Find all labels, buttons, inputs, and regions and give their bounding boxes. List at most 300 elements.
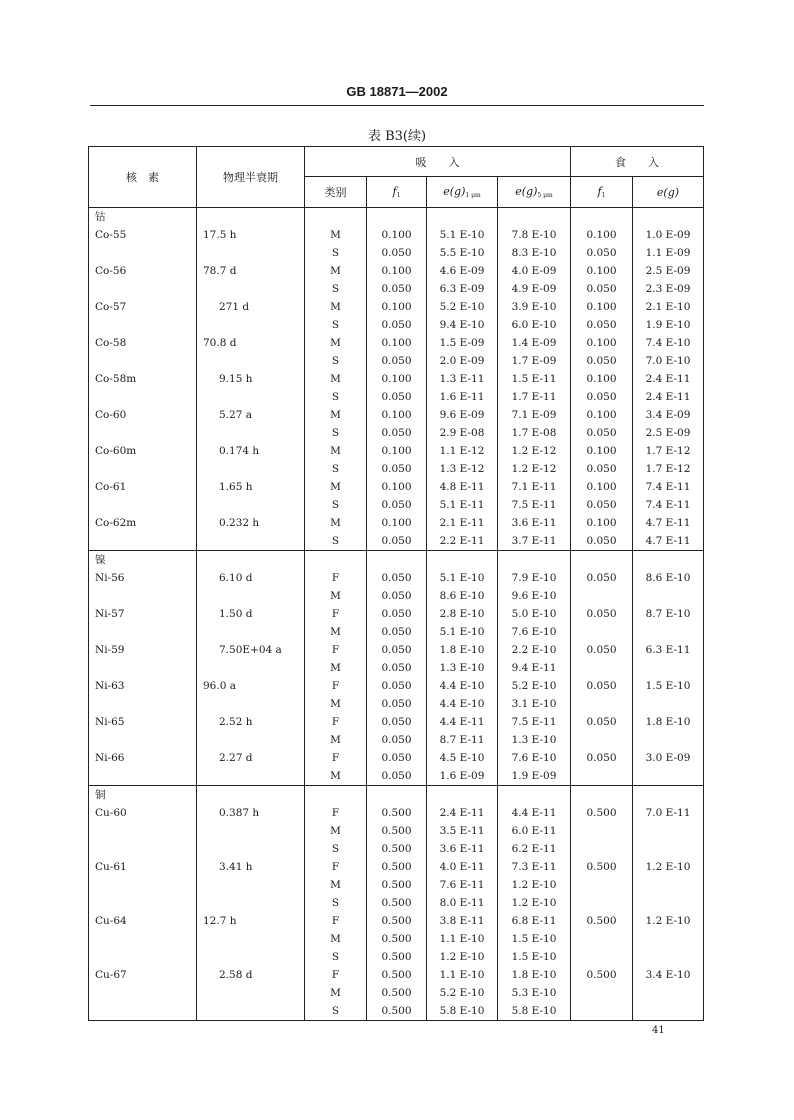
half-life: 2.52 h [197,713,305,731]
eg-5um-value: 7.5 E-11 [498,713,571,731]
ingestion-eg-value: 1.7 E-12 [633,460,704,478]
inhalation-f1: 0.050 [367,316,427,334]
empty-cell [427,208,498,227]
inhalation-f1: 0.050 [367,587,427,605]
empty-cell [89,1002,197,1021]
absorption-type: S [305,840,367,858]
empty-cell [89,731,197,749]
eg-1um-value: 2.8 E-10 [427,605,498,623]
eg-1um-value: 5.1 E-10 [427,623,498,641]
table-row [89,840,704,858]
table-row [89,424,704,442]
ingestion-eg-value: 2.4 E-11 [633,370,704,388]
table-row [89,388,704,406]
table-row [89,677,704,695]
table-row [89,822,704,840]
eg-5um-value: 6.2 E-11 [498,840,571,858]
eg-1um-value: 1.6 E-09 [427,767,498,786]
inhalation-f1: 0.500 [367,912,427,930]
empty-cell [89,876,197,894]
ingestion-f1 [571,840,633,858]
eg-5um-value: 1.8 E-10 [498,966,571,984]
ingestion-f1: 0.500 [571,804,633,822]
table-row [89,1002,704,1021]
table-row [89,587,704,605]
empty-cell [197,876,305,894]
inhalation-f1: 0.050 [367,749,427,767]
eg-5um-value: 1.7 E-08 [498,424,571,442]
ingestion-eg-value: 8.7 E-10 [633,605,704,623]
header-ingestion: 食 入 [571,147,704,177]
nuclide-name: Co-55 [89,226,197,244]
table-row [89,641,704,659]
inhalation-f1: 0.500 [367,822,427,840]
empty-cell [197,496,305,514]
ingestion-eg-value: 1.2 E-10 [633,858,704,876]
eg-5um-value: 7.6 E-10 [498,623,571,641]
empty-cell [89,244,197,262]
inhalation-f1: 0.050 [367,244,427,262]
ingestion-f1 [571,894,633,912]
nuclide-name: Ni-57 [89,605,197,623]
eg-1um-value: 2.0 E-09 [427,352,498,370]
element-label: 镍 [89,551,197,570]
inhalation-f1: 0.500 [367,930,427,948]
eg-1um-value: 7.6 E-11 [427,876,498,894]
ingestion-f1: 0.050 [571,532,633,551]
eg-1um-value: 3.6 E-11 [427,840,498,858]
eg-1um-value: 1.1 E-12 [427,442,498,460]
eg-1um-value: 1.3 E-12 [427,460,498,478]
half-life: 0.387 h [197,804,305,822]
eg-5um-value: 3.6 E-11 [498,514,571,532]
eg-1um-value: 4.4 E-11 [427,713,498,731]
eg-1um-value: 4.4 E-10 [427,677,498,695]
empty-cell [367,551,427,570]
empty-cell [197,1002,305,1021]
ingestion-eg-value: 4.7 E-11 [633,532,704,551]
ingestion-eg-value [633,623,704,641]
nuclide-name: Co-57 [89,298,197,316]
ingestion-f1: 0.050 [571,388,633,406]
ingestion-f1 [571,822,633,840]
header-rule [90,105,704,106]
eg-1um-value: 4.5 E-10 [427,749,498,767]
absorption-type: S [305,280,367,298]
eg-5um-value: 7.9 E-10 [498,569,571,587]
f1-subscript: 1 [601,192,606,199]
eg-5um-value: 5.2 E-10 [498,677,571,695]
eg-1um-value: 1.8 E-10 [427,641,498,659]
inhalation-f1: 0.050 [367,496,427,514]
empty-cell [197,316,305,334]
absorption-type: F [305,966,367,984]
absorption-type: M [305,587,367,605]
empty-cell [305,208,367,227]
absorption-type: M [305,442,367,460]
inhalation-f1: 0.100 [367,298,427,316]
nuclide-name: Co-56 [89,262,197,280]
half-life: 1.65 h [197,478,305,496]
absorption-type: F [305,641,367,659]
ingestion-eg-value: 1.9 E-10 [633,316,704,334]
inhalation-f1: 0.100 [367,226,427,244]
absorption-type: S [305,1002,367,1021]
eg-5um-value: 4.9 E-09 [498,280,571,298]
header-type: 类别 [305,177,367,208]
empty-cell [305,551,367,570]
eg-1um-value: 2.2 E-11 [427,532,498,551]
table-row [89,569,704,587]
eg-5um-value: 6.0 E-10 [498,316,571,334]
absorption-type: F [305,677,367,695]
eg-5um-value: 8.3 E-10 [498,244,571,262]
eg-5um-value: 1.5 E-11 [498,370,571,388]
empty-cell [571,551,633,570]
table-row [89,244,704,262]
eg-1um-value: 4.0 E-11 [427,858,498,876]
absorption-type: S [305,316,367,334]
empty-cell [197,894,305,912]
table-row [89,731,704,749]
absorption-type: S [305,244,367,262]
absorption-type: F [305,569,367,587]
absorption-type: S [305,460,367,478]
inhalation-f1: 0.050 [367,695,427,713]
inhalation-f1: 0.050 [367,424,427,442]
empty-cell [89,948,197,966]
empty-cell [197,551,305,570]
ingestion-eg-value [633,1002,704,1021]
nuclide-name: Ni-59 [89,641,197,659]
empty-cell [89,659,197,677]
header-ing-f1 [571,177,633,208]
eg-1um-value: 1.5 E-09 [427,334,498,352]
empty-cell [633,208,704,227]
empty-cell [89,930,197,948]
ingestion-eg-value [633,984,704,1002]
half-life: 0.232 h [197,514,305,532]
inhalation-f1: 0.100 [367,334,427,352]
half-life: 70.8 d [197,334,305,352]
ingestion-f1: 0.100 [571,442,633,460]
eg-1um-value: 1.2 E-10 [427,948,498,966]
ingestion-f1: 0.100 [571,262,633,280]
half-life: 7.50E+04 a [197,641,305,659]
ingestion-f1: 0.050 [571,316,633,334]
half-life: 1.50 d [197,605,305,623]
absorption-type: M [305,731,367,749]
table-row [89,406,704,424]
empty-cell [197,352,305,370]
empty-cell [427,786,498,805]
table-row [89,804,704,822]
table-row [89,334,704,352]
ingestion-f1: 0.050 [571,460,633,478]
ingestion-eg-value: 2.3 E-09 [633,280,704,298]
empty-cell [197,695,305,713]
table-row [89,948,704,966]
half-life: 2.27 d [197,749,305,767]
ingestion-eg-value [633,930,704,948]
empty-cell [197,731,305,749]
ingestion-eg-value: 7.0 E-10 [633,352,704,370]
inhalation-f1: 0.100 [367,478,427,496]
ingestion-f1: 0.050 [571,352,633,370]
ingestion-f1: 0.500 [571,858,633,876]
ingestion-eg-value: 7.4 E-11 [633,478,704,496]
ingestion-eg-value: 2.5 E-09 [633,424,704,442]
eg-5um-value: 7.1 E-11 [498,478,571,496]
empty-cell [197,767,305,786]
empty-cell [197,208,305,227]
ingestion-eg-value: 4.7 E-11 [633,514,704,532]
element-group-row [89,208,704,227]
ingestion-f1: 0.050 [571,677,633,695]
ingestion-eg-value: 3.4 E-10 [633,966,704,984]
table-row [89,930,704,948]
nuclide-name: Ni-66 [89,749,197,767]
ingestion-eg-value [633,876,704,894]
table-row [89,858,704,876]
inhalation-f1: 0.050 [367,731,427,749]
half-life: 9.15 h [197,370,305,388]
nuclide-name: Ni-63 [89,677,197,695]
absorption-type: M [305,514,367,532]
eg-1um-value: 9.4 E-10 [427,316,498,334]
empty-cell [197,388,305,406]
eg-5um-value: 5.3 E-10 [498,984,571,1002]
half-life: 96.0 a [197,677,305,695]
nuclide-name: Cu-61 [89,858,197,876]
header-half-life: 物理半衰期 [197,147,305,208]
ingestion-f1: 0.050 [571,641,633,659]
table-row [89,298,704,316]
absorption-type: M [305,334,367,352]
empty-cell [498,786,571,805]
ingestion-f1 [571,948,633,966]
inhalation-f1: 0.500 [367,966,427,984]
ingestion-f1 [571,767,633,786]
eg-5um-value: 1.3 E-10 [498,731,571,749]
table-row [89,460,704,478]
absorption-type: S [305,496,367,514]
half-life: 17.5 h [197,226,305,244]
ingestion-f1: 0.100 [571,478,633,496]
nuclide-name: Cu-64 [89,912,197,930]
ingestion-f1 [571,659,633,677]
empty-cell [89,424,197,442]
table-row [89,713,704,731]
empty-cell [498,551,571,570]
table-row [89,226,704,244]
ingestion-eg-value: 1.0 E-09 [633,226,704,244]
table-row [89,514,704,532]
empty-cell [367,208,427,227]
eg-symbol: e(g) [656,185,680,199]
ingestion-eg-value: 6.3 E-11 [633,641,704,659]
inhalation-f1: 0.500 [367,984,427,1002]
table-row [89,894,704,912]
empty-cell [197,840,305,858]
inhalation-f1: 0.500 [367,894,427,912]
eg-5um-value: 1.7 E-11 [498,388,571,406]
eg-5um-value: 1.2 E-10 [498,894,571,912]
inhalation-f1: 0.100 [367,406,427,424]
empty-cell [571,786,633,805]
eg-5um-value: 9.6 E-10 [498,587,571,605]
nuclide-name: Ni-56 [89,569,197,587]
eg-1um-value: 4.8 E-11 [427,478,498,496]
empty-cell [89,894,197,912]
inhalation-f1: 0.500 [367,858,427,876]
ingestion-f1: 0.100 [571,226,633,244]
eg-5um-value: 5.8 E-10 [498,1002,571,1021]
table-row [89,532,704,551]
eg-1um-value: 3.8 E-11 [427,912,498,930]
eg-1um-value: 1.1 E-10 [427,930,498,948]
ingestion-eg-value: 2.1 E-10 [633,298,704,316]
nuclide-name: Ni-65 [89,713,197,731]
empty-cell [367,786,427,805]
ingestion-eg-value [633,587,704,605]
half-life: 6.10 d [197,569,305,587]
eg-1um-value: 9.6 E-09 [427,406,498,424]
eg-5um-value: 1.4 E-09 [498,334,571,352]
ingestion-f1: 0.100 [571,514,633,532]
table-row [89,478,704,496]
ingestion-eg-value: 1.5 E-10 [633,677,704,695]
half-life: 271 d [197,298,305,316]
empty-cell [197,984,305,1002]
empty-cell [89,532,197,551]
eg-5um-value: 7.5 E-11 [498,496,571,514]
absorption-type: S [305,388,367,406]
empty-cell [89,352,197,370]
empty-cell [197,532,305,551]
empty-cell [305,786,367,805]
eg-5um-value: 1.2 E-12 [498,460,571,478]
empty-cell [89,840,197,858]
inhalation-f1: 0.050 [367,659,427,677]
half-life: 2.58 d [197,966,305,984]
absorption-type: M [305,822,367,840]
eg-1um-value: 1.3 E-11 [427,370,498,388]
ingestion-f1 [571,930,633,948]
eg-5um-value: 1.9 E-09 [498,767,571,786]
eg-1um-value: 5.5 E-10 [427,244,498,262]
eg-1um-value: 5.1 E-10 [427,226,498,244]
absorption-type: S [305,532,367,551]
empty-cell [89,388,197,406]
inhalation-f1: 0.050 [367,623,427,641]
nuclide-name: Co-60m [89,442,197,460]
page-number: 41 [652,1025,665,1036]
ingestion-f1: 0.100 [571,298,633,316]
empty-cell [89,496,197,514]
ingestion-f1 [571,876,633,894]
empty-cell [89,460,197,478]
half-life: 5.27 a [197,406,305,424]
absorption-type: M [305,262,367,280]
empty-cell [571,208,633,227]
empty-cell [197,659,305,677]
eg-5um-value: 7.3 E-11 [498,858,571,876]
absorption-type: F [305,605,367,623]
element-group-row [89,551,704,570]
dose-coefficient-table [88,146,704,1021]
ingestion-f1: 0.050 [571,496,633,514]
ingestion-eg-value: 3.0 E-09 [633,749,704,767]
absorption-type: M [305,298,367,316]
ingestion-eg-value: 7.4 E-10 [633,334,704,352]
ingestion-eg-value: 8.6 E-10 [633,569,704,587]
eg-5um-value: 7.8 E-10 [498,226,571,244]
ingestion-f1: 0.050 [571,244,633,262]
absorption-type: M [305,623,367,641]
table-row [89,876,704,894]
eg-5um-value: 4.0 E-09 [498,262,571,280]
ingestion-f1 [571,695,633,713]
ingestion-eg-value [633,731,704,749]
ingestion-eg-value [633,659,704,677]
absorption-type: M [305,406,367,424]
ingestion-f1: 0.050 [571,280,633,298]
eg-1um-value: 5.8 E-10 [427,1002,498,1021]
absorption-type: M [305,659,367,677]
empty-cell [89,822,197,840]
table-row [89,767,704,786]
inhalation-f1: 0.050 [367,532,427,551]
ingestion-eg-value [633,767,704,786]
table-row [89,262,704,280]
eg-1um-value: 8.6 E-10 [427,587,498,605]
header-eg-5um [498,177,571,208]
table-row [89,695,704,713]
eg-subscript: 5 μm [537,192,553,199]
inhalation-f1: 0.050 [367,767,427,786]
nuclide-name: Co-62m [89,514,197,532]
inhalation-f1: 0.050 [367,352,427,370]
ingestion-f1: 0.100 [571,334,633,352]
inhalation-f1: 0.100 [367,514,427,532]
ingestion-f1 [571,731,633,749]
header-inh-f1 [367,177,427,208]
eg-5um-value: 2.2 E-10 [498,641,571,659]
eg-1um-value: 2.1 E-11 [427,514,498,532]
empty-cell [89,316,197,334]
nuclide-name: Co-61 [89,478,197,496]
eg-5um-value: 1.2 E-10 [498,876,571,894]
eg-symbol: e(g) [443,185,466,198]
document-header: GB 18871—2002 [346,84,448,99]
inhalation-f1: 0.100 [367,262,427,280]
absorption-type: M [305,370,367,388]
table-row [89,370,704,388]
nuclide-name: Co-58m [89,370,197,388]
eg-1um-value: 1.3 E-10 [427,659,498,677]
eg-5um-value: 6.0 E-11 [498,822,571,840]
table-row [89,605,704,623]
ingestion-f1 [571,623,633,641]
inhalation-f1: 0.500 [367,840,427,858]
empty-cell [197,623,305,641]
ingestion-f1: 0.050 [571,569,633,587]
absorption-type: M [305,695,367,713]
eg-5um-value: 6.8 E-11 [498,912,571,930]
eg-symbol: e(g) [515,185,538,198]
empty-cell [89,280,197,298]
